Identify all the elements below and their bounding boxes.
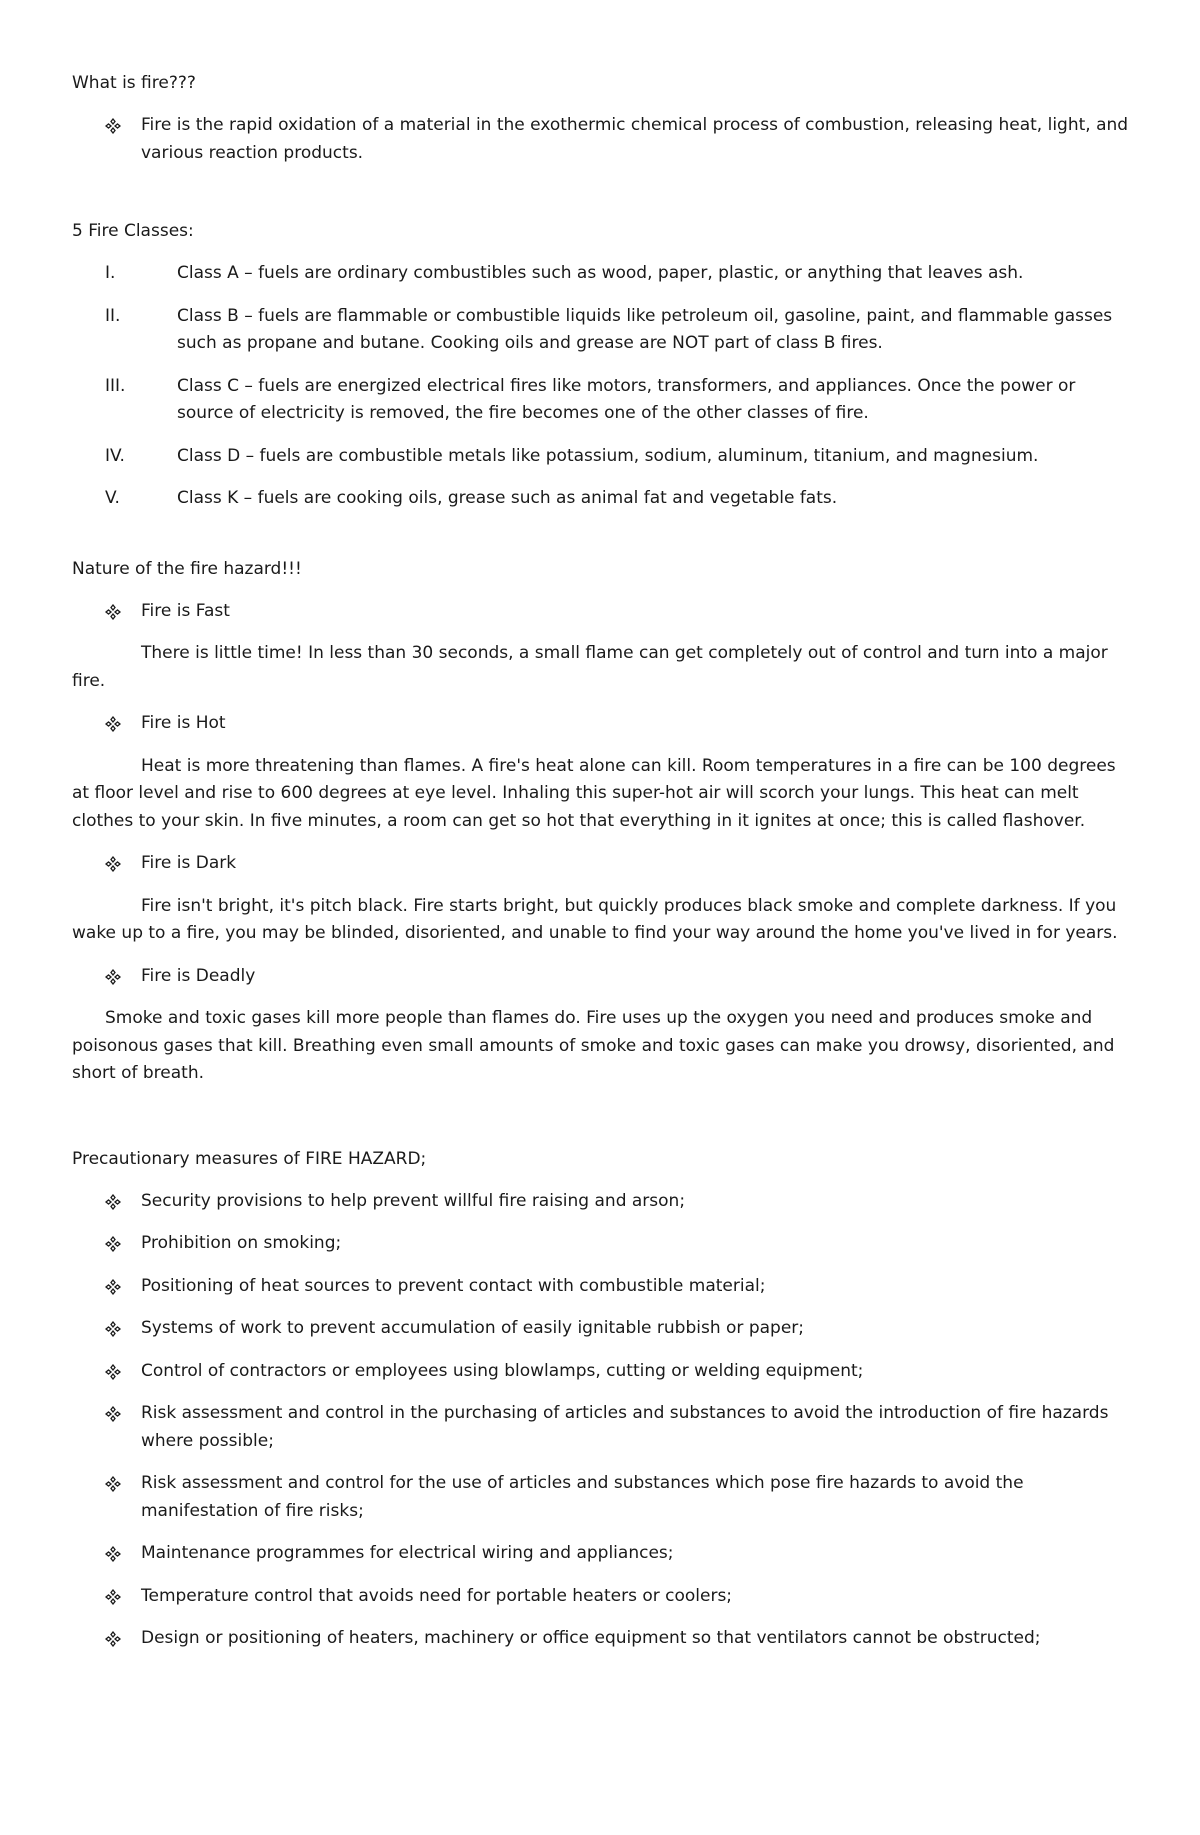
list-numeral: I. — [105, 263, 116, 283]
four-diamond-bullet-icon — [105, 1364, 121, 1380]
list-item-text: Security provisions to help prevent willful fire raising and arson; — [141, 1190, 686, 1211]
four-diamond-bullet-icon — [105, 1476, 121, 1492]
four-diamond-bullet-icon — [105, 1589, 121, 1605]
four-diamond-bullet-icon — [105, 1631, 121, 1647]
fire-classes-list — [72, 260, 1132, 513]
four-diamond-bullet-icon — [105, 969, 121, 985]
list-item — [72, 1625, 1132, 1653]
list-item-text: Prohibition on smoking; — [141, 1233, 342, 1253]
four-diamond-bullet-icon — [105, 118, 121, 134]
nature-heading: Nature of the fire hazard!!! — [72, 558, 302, 579]
document-page — [72, 70, 1132, 1668]
list-item — [72, 443, 1132, 471]
four-diamond-bullet-icon — [105, 716, 121, 732]
list-item — [72, 1315, 1132, 1343]
list-item-text: Design or positioning of heaters, machinery or office equipment so that ventilators cannot be obstructed; — [141, 1628, 1041, 1648]
four-diamond-bullet-icon — [105, 1321, 121, 1337]
list-item — [72, 260, 1132, 288]
nature-deadly-title: Fire is Deadly — [141, 965, 256, 986]
list-item — [72, 598, 1132, 626]
four-diamond-bullet-icon — [105, 1546, 121, 1562]
four-diamond-bullet-icon — [105, 1406, 121, 1422]
nature-dark-list — [72, 850, 1132, 878]
list-item — [72, 1188, 1132, 1216]
what-is-fire-list — [72, 112, 1132, 167]
nature-deadly-text: Smoke and toxic gases kill more people than flames do. Fire uses up the oxygen you need and produces smoke and poisonous gases that kill. Breathing even small amounts of smoke and toxic gases can make you drowsy, disoriented, and short of breath. — [72, 1008, 1115, 1083]
list-item-text: Temperature control that avoids need for portable heaters or coolers; — [141, 1585, 733, 1606]
list-item — [72, 1400, 1132, 1455]
list-item-text: Systems of work to prevent accumulation of easily ignitable rubbish or paper; — [141, 1318, 804, 1338]
list-numeral: IV. — [105, 445, 125, 466]
precautions-heading: Precautionary measures of FIRE HAZARD; — [72, 1148, 427, 1169]
list-item-text: Class B – fuels are flammable or combustible liquids like petroleum oil, gasoline, paint, and flammable gasses such as propane and butane. Cooking oils and grease are NOT part of class B fires. — [177, 305, 1113, 353]
nature-deadly-list — [72, 963, 1132, 991]
nature-hot-text: Heat is more threatening than flames. A fire's heat alone can kill. Room temperatures in a fire can be 100 degrees at floor level and rise to 600 degrees at eye level. Inhaling this super-hot air will scorch your lungs. This heat can melt clothes to your skin. In five minutes, a room can get so hot that everything in it ignites at once; this is called flashover. — [72, 755, 1116, 831]
list-item — [72, 485, 1132, 513]
list-item — [72, 710, 1132, 738]
precautions-list — [72, 1188, 1132, 1653]
list-item — [72, 1540, 1132, 1568]
four-diamond-bullet-icon — [105, 604, 121, 620]
list-numeral: V. — [105, 488, 120, 508]
list-item — [72, 112, 1132, 167]
list-item-text: Class K – fuels are cooking oils, grease such as animal fat and vegetable fats. — [177, 488, 838, 508]
list-numeral: III. — [105, 375, 126, 396]
list-item-text: Class C – fuels are energized electrical fires like motors, transformers, and appliances. Once the power or source of electricity is removed, the fire becomes one of the other classes of fire. — [177, 375, 1076, 423]
nature-dark-title: Fire is Dark — [141, 853, 237, 873]
nature-dark-text: Fire isn't bright, it's pitch black. Fire starts bright, but quickly produces black smoke and complete darkness. If you wake up to a fire, you may be blinded, disoriented, and unable to find your way around the home you've lived in for years. — [72, 895, 1118, 943]
four-diamond-bullet-icon — [105, 856, 121, 872]
list-item — [72, 303, 1132, 358]
list-item — [72, 1273, 1132, 1301]
list-item-text: Control of contractors or employees using blowlamps, cutting or welding equipment; — [141, 1360, 864, 1381]
list-item — [72, 850, 1132, 878]
nature-hot-list — [72, 710, 1132, 738]
list-item — [72, 373, 1132, 428]
list-item-text: Class D – fuels are combustible metals like potassium, sodium, aluminum, titanium, and magnesium. — [177, 445, 1039, 466]
nature-fast-list — [72, 598, 1132, 626]
nature-hot-title: Fire is Hot — [141, 713, 226, 733]
list-item — [72, 963, 1132, 991]
four-diamond-bullet-icon — [105, 1194, 121, 1210]
list-item-text: Positioning of heat sources to prevent contact with combustible material; — [141, 1275, 766, 1296]
list-item-text: Maintenance programmes for electrical wiring and appliances; — [141, 1543, 674, 1563]
what-is-fire-heading: What is fire??? — [72, 73, 196, 93]
fire-classes-heading: 5 Fire Classes: — [72, 221, 194, 241]
four-diamond-bullet-icon — [105, 1236, 121, 1252]
list-item-text: Fire is the rapid oxidation of a material in the exothermic chemical process of combustion, releasing heat, light, and various reaction products. — [141, 115, 1129, 163]
list-item — [72, 1470, 1132, 1525]
four-diamond-bullet-icon — [105, 1279, 121, 1295]
nature-fast-text: There is little time! In less than 30 seconds, a small flame can get completely out of control and turn into a major fire. — [72, 643, 1108, 691]
list-item-text: Risk assessment and control in the purchasing of articles and substances to avoid the introduction of fire hazards where possible; — [141, 1403, 1109, 1451]
list-item — [72, 1358, 1132, 1386]
list-numeral: II. — [105, 305, 121, 326]
list-item — [72, 1583, 1132, 1611]
list-item — [72, 1230, 1132, 1258]
nature-fast-title: Fire is Fast — [141, 600, 230, 621]
list-item-text: Risk assessment and control for the use of articles and substances which pose fire hazards to avoid the manifestation of fire risks; — [141, 1473, 1024, 1521]
list-item-text: Class A – fuels are ordinary combustibles such as wood, paper, plastic, or anything that leaves ash. — [177, 263, 1024, 283]
